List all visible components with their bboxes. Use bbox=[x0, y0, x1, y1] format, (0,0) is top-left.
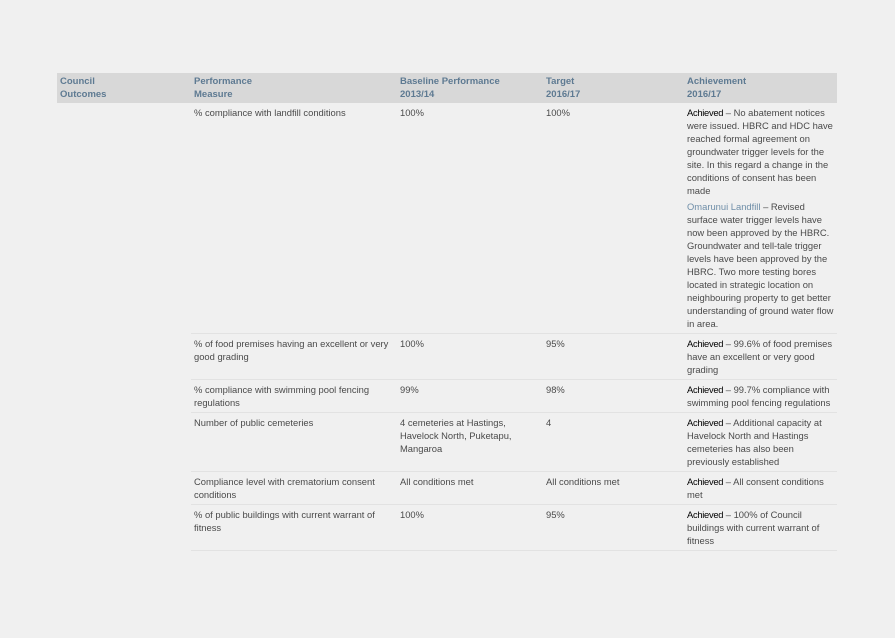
measure-cell: % compliance with swimming pool fencing regulations bbox=[191, 380, 397, 413]
target-cell: 100% bbox=[543, 103, 684, 334]
achievement-status: Achieved bbox=[687, 384, 724, 395]
achievement-cell bbox=[684, 103, 837, 334]
table-row bbox=[57, 472, 837, 505]
outcome-cell bbox=[57, 103, 191, 334]
omarunui-landfill-label: Omarunui Landfill bbox=[687, 201, 761, 212]
baseline-cell: 4 cemeteries at Hastings, Havelock North, Puketapu, Mangaroa bbox=[397, 413, 543, 472]
baseline-cell: 100% bbox=[397, 505, 543, 551]
outcome-cell bbox=[57, 334, 191, 380]
header-council-outcomes bbox=[57, 73, 191, 103]
header-text: Measure bbox=[194, 89, 233, 100]
table-row bbox=[57, 334, 837, 380]
target-cell: 4 bbox=[543, 413, 684, 472]
outcome-cell bbox=[57, 413, 191, 472]
outcome-cell bbox=[57, 472, 191, 505]
header-text: Achievement bbox=[687, 76, 747, 87]
achievement-paragraph bbox=[687, 106, 834, 197]
achievement-status: Achieved bbox=[687, 338, 724, 349]
measure-cell: % of food premises having an excellent or very good grading bbox=[191, 334, 397, 380]
table-row bbox=[57, 380, 837, 413]
achievement-cell bbox=[684, 380, 837, 413]
achievement-text: – Revised surface water trigger levels have now been approved by the HBRC. Groundwater and tell-tale trigger levels have been approved by the HBRC. Two more testing bores located in strategic location on neighbouring property to get better understanding of ground water flow in area. bbox=[687, 201, 834, 329]
target-cell: 98% bbox=[543, 380, 684, 413]
target-cell: 95% bbox=[543, 505, 684, 551]
performance-table bbox=[57, 73, 837, 551]
baseline-cell: 100% bbox=[397, 103, 543, 334]
measure-cell: % of public buildings with current warrant of fitness bbox=[191, 505, 397, 551]
measure-cell: Number of public cemeteries bbox=[191, 413, 397, 472]
target-cell: 95% bbox=[543, 334, 684, 380]
baseline-cell: 99% bbox=[397, 380, 543, 413]
achievement-text: – 99.6% of food premises have an excellent or very good grading bbox=[687, 338, 833, 375]
header-text: 2016/17 bbox=[687, 89, 722, 100]
achievement-paragraph bbox=[687, 200, 834, 330]
achievement-cell bbox=[684, 334, 837, 380]
measure-cell: % compliance with landfill conditions bbox=[191, 103, 397, 334]
achievement-status: Achieved bbox=[687, 107, 724, 118]
header-baseline bbox=[397, 73, 543, 103]
header-text: Outcomes bbox=[60, 89, 107, 100]
table-header bbox=[57, 73, 837, 103]
achievement-status: Achieved bbox=[687, 417, 724, 428]
baseline-cell: 100% bbox=[397, 334, 543, 380]
header-achievement bbox=[684, 73, 837, 103]
achievement-text: – 99.7% compliance with swimming pool fencing regulations bbox=[687, 384, 831, 408]
header-text: Performance bbox=[194, 76, 253, 87]
header-performance-measure bbox=[191, 73, 397, 103]
table-row bbox=[57, 103, 837, 334]
outcome-cell bbox=[57, 380, 191, 413]
header-text: Baseline Performance bbox=[400, 76, 500, 87]
achievement-cell bbox=[684, 505, 837, 551]
achievement-cell bbox=[684, 472, 837, 505]
achievement-status: Achieved bbox=[687, 476, 724, 487]
baseline-cell: All conditions met bbox=[397, 472, 543, 505]
outcome-cell bbox=[57, 505, 191, 551]
achievement-text: – Additional capacity at Havelock North and Hastings cemeteries has also been previously established bbox=[687, 417, 822, 467]
target-cell: All conditions met bbox=[543, 472, 684, 505]
table-row bbox=[57, 505, 837, 551]
header-text: 2016/17 bbox=[546, 89, 581, 100]
achievement-cell bbox=[684, 413, 837, 472]
achievement-text: – All consent conditions met bbox=[687, 476, 824, 500]
achievement-text: – No abatement notices were issued. HBRC and HDC have reached formal agreement on groundwater trigger levels for the site. In this regard a change in the conditions of consent has been made bbox=[687, 107, 833, 196]
header-text: Council bbox=[60, 76, 95, 87]
header-text: Target bbox=[546, 76, 575, 87]
achievement-text: – 100% of Council buildings with current warrant of fitness bbox=[687, 509, 820, 546]
table-row bbox=[57, 413, 837, 472]
achievement-status: Achieved bbox=[687, 509, 724, 520]
header-target bbox=[543, 73, 684, 103]
measure-cell: Compliance level with crematorium consent conditions bbox=[191, 472, 397, 505]
header-text: 2013/14 bbox=[400, 89, 435, 100]
